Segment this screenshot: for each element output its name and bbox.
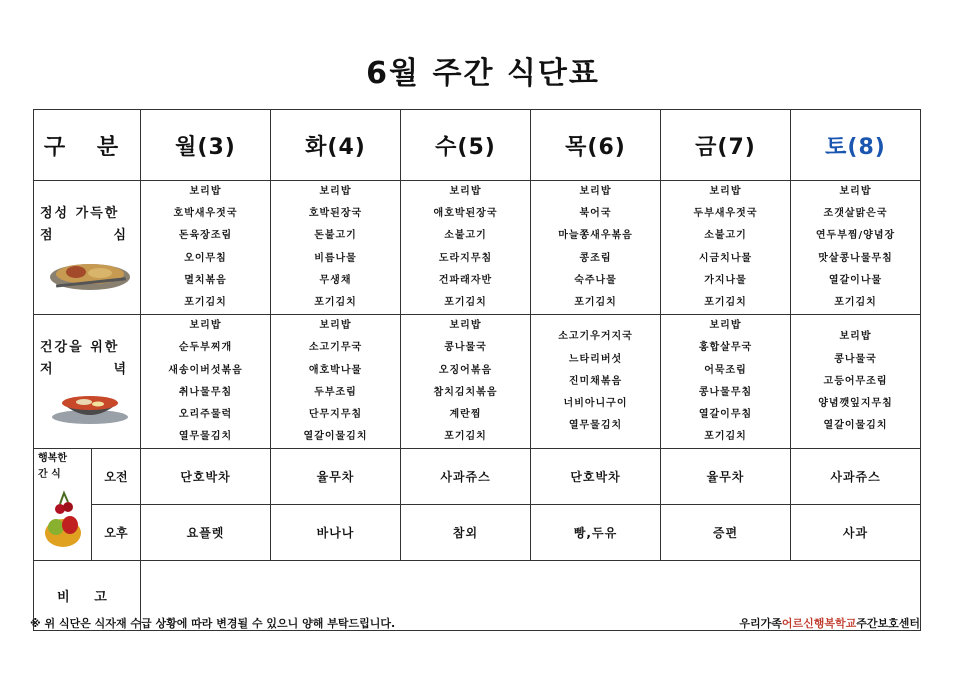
menu-item: 홍합살무국 bbox=[698, 342, 753, 354]
footer-note: ※ 위 식단은 식자재 수급 상황에 따라 변경될 수 있으니 양해 부탁드립니다. bbox=[30, 617, 396, 630]
menu-item: 포기김치 bbox=[184, 297, 227, 309]
menu-item: 콩나물국 bbox=[834, 353, 877, 365]
dinner-mon bbox=[141, 315, 271, 449]
snack-label-line2: 간 식 bbox=[38, 469, 61, 481]
remarks-label: 비 고 bbox=[34, 561, 141, 631]
menu-item: 취나물무침 bbox=[178, 386, 233, 398]
menu-item: 보리밥 bbox=[449, 320, 482, 332]
menu-item: 양념깻잎지무침 bbox=[818, 397, 893, 409]
menu-item: 숙주나물 bbox=[574, 274, 617, 286]
menu-item: 포기김치 bbox=[444, 297, 487, 309]
dinner-label-a: 저 bbox=[40, 361, 55, 377]
footer-organization bbox=[739, 615, 920, 631]
menu-item: 열갈이무침 bbox=[698, 409, 753, 421]
lunch-label-b: 심 bbox=[113, 227, 129, 243]
org-prefix: 우리가족 bbox=[739, 617, 782, 630]
header-row bbox=[34, 110, 921, 181]
snack-afternoon-sat: 사과 bbox=[791, 505, 921, 561]
day-header-sat: 토(8) bbox=[791, 110, 921, 181]
menu-item: 도라지무침 bbox=[438, 252, 493, 264]
lunch-tue bbox=[271, 181, 401, 315]
lunch-sat bbox=[791, 181, 921, 315]
dinner-tue bbox=[271, 315, 401, 449]
menu-item: 보리밥 bbox=[709, 186, 742, 197]
menu-item: 포기김치 bbox=[444, 431, 487, 443]
snack-afternoon-label: 오후 bbox=[92, 505, 141, 561]
category-header: 구 분 bbox=[34, 110, 141, 181]
menu-item: 참치김치볶음 bbox=[433, 386, 498, 398]
menu-item: 호박된장국 bbox=[308, 208, 363, 220]
menu-item: 마늘쫑새우볶음 bbox=[558, 230, 633, 242]
snack-morning-row bbox=[34, 449, 921, 505]
menu-item: 보리밥 bbox=[579, 186, 612, 197]
menu-item: 애호박나물 bbox=[308, 364, 363, 376]
menu-item: 돈육장조림 bbox=[178, 230, 233, 242]
menu-item: 건파래자반 bbox=[438, 274, 493, 286]
menu-item: 소고기무국 bbox=[308, 342, 363, 354]
snack-afternoon-wed: 참외 bbox=[401, 505, 531, 561]
menu-item: 멸치볶음 bbox=[184, 274, 227, 286]
snack-morning-fri: 율무차 bbox=[661, 449, 791, 505]
menu-item: 어묵조림 bbox=[704, 364, 747, 376]
menu-item: 소고기우거지국 bbox=[558, 331, 633, 343]
menu-item: 열갈이나물 bbox=[828, 274, 883, 286]
snack-afternoon-fri: 증편 bbox=[661, 505, 791, 561]
menu-item: 조갯살맑은국 bbox=[823, 208, 888, 220]
snack-morning-thu: 단호박차 bbox=[531, 449, 661, 505]
menu-item: 보리밥 bbox=[839, 186, 872, 197]
snack-morning-label: 오전 bbox=[92, 449, 141, 505]
day-header-mon: 월(3) bbox=[141, 110, 271, 181]
menu-item: 콩나물무침 bbox=[698, 386, 753, 398]
menu-table bbox=[33, 109, 921, 631]
lunch-wed bbox=[401, 181, 531, 315]
menu-item: 콩나물국 bbox=[444, 342, 487, 354]
menu-item: 두부새우젓국 bbox=[693, 208, 758, 220]
menu-item: 보리밥 bbox=[319, 320, 352, 332]
day-header-thu: 목(6) bbox=[531, 110, 661, 181]
menu-item: 보리밥 bbox=[709, 320, 742, 332]
dinner-row bbox=[34, 315, 921, 449]
menu-item: 포기김치 bbox=[574, 297, 617, 309]
menu-item: 포기김치 bbox=[834, 297, 877, 309]
menu-item: 맛살콩나물무침 bbox=[818, 252, 893, 264]
menu-item: 계란찜 bbox=[449, 409, 482, 421]
snack-afternoon-thu: 빵,두유 bbox=[531, 505, 661, 561]
day-header-fri: 금(7) bbox=[661, 110, 791, 181]
menu-item: 보리밥 bbox=[319, 186, 352, 197]
org-suffix: 주간보호센터 bbox=[856, 617, 920, 630]
menu-item: 열갈이물김치 bbox=[823, 420, 888, 432]
menu-item: 포기김치 bbox=[314, 297, 357, 309]
dinner-wed bbox=[401, 315, 531, 449]
dinner-label-b: 녁 bbox=[113, 361, 129, 377]
menu-item: 열무물김치 bbox=[178, 431, 233, 443]
menu-item: 가지나물 bbox=[704, 274, 747, 286]
menu-item: 느타리버섯 bbox=[568, 353, 623, 365]
menu-item: 단무지무침 bbox=[308, 409, 363, 421]
menu-item: 포기김치 bbox=[704, 431, 747, 443]
dinner-fri bbox=[661, 315, 791, 449]
meal-plate-image bbox=[48, 253, 132, 293]
menu-item: 너비아니구이 bbox=[563, 397, 628, 409]
snack-label-line1: 행복한 bbox=[38, 453, 67, 465]
menu-item: 돈불고기 bbox=[314, 230, 357, 242]
stew-pot-image bbox=[48, 387, 132, 427]
snack-afternoon-mon: 요플렛 bbox=[141, 505, 271, 561]
menu-item: 시금치나물 bbox=[698, 252, 753, 264]
menu-item: 보리밥 bbox=[839, 331, 872, 343]
snack-label bbox=[34, 449, 92, 561]
lunch-label-line1: 정성 가득한 bbox=[40, 205, 120, 221]
menu-item: 포기김치 bbox=[704, 297, 747, 309]
menu-item: 애호박된장국 bbox=[433, 208, 498, 220]
menu-item: 콩조림 bbox=[579, 252, 612, 264]
menu-item: 오리주물럭 bbox=[178, 409, 233, 421]
menu-item: 오이무침 bbox=[184, 252, 227, 264]
dinner-thu bbox=[531, 315, 661, 449]
menu-item: 호박새우젓국 bbox=[173, 208, 238, 220]
snack-morning-sat: 사과쥬스 bbox=[791, 449, 921, 505]
menu-item: 두부조림 bbox=[314, 386, 357, 398]
day-header-tue: 화(4) bbox=[271, 110, 401, 181]
dinner-label bbox=[34, 315, 141, 449]
lunch-label bbox=[34, 181, 141, 315]
day-header-wed: 수(5) bbox=[401, 110, 531, 181]
menu-item: 무생채 bbox=[319, 274, 352, 286]
fruit-image bbox=[40, 487, 86, 553]
menu-item: 열갈이물김치 bbox=[303, 431, 368, 443]
menu-item: 열무물김치 bbox=[568, 420, 623, 432]
dinner-sat bbox=[791, 315, 921, 449]
lunch-thu bbox=[531, 181, 661, 315]
menu-item: 소불고기 bbox=[444, 230, 487, 242]
menu-item: 오징어볶음 bbox=[438, 364, 493, 376]
lunch-fri bbox=[661, 181, 791, 315]
menu-item: 연두부찜/양념장 bbox=[815, 230, 896, 242]
menu-item: 진미채볶음 bbox=[568, 375, 623, 387]
menu-item: 순두부찌개 bbox=[178, 342, 233, 354]
lunch-label-a: 점 bbox=[40, 227, 55, 243]
menu-item: 새송이버섯볶음 bbox=[168, 364, 243, 376]
snack-morning-wed: 사과쥬스 bbox=[401, 449, 531, 505]
snack-morning-tue: 율무차 bbox=[271, 449, 401, 505]
menu-item: 고등어무조림 bbox=[823, 375, 888, 387]
org-accent: 어르신행복학교 bbox=[781, 617, 857, 630]
lunch-row bbox=[34, 181, 921, 315]
snack-afternoon-row bbox=[34, 505, 921, 561]
menu-item: 북어국 bbox=[579, 208, 612, 220]
dinner-label-line1: 건강을 위한 bbox=[40, 339, 120, 355]
lunch-mon bbox=[141, 181, 271, 315]
menu-item: 보리밥 bbox=[189, 186, 222, 197]
snack-morning-mon: 단호박차 bbox=[141, 449, 271, 505]
snack-afternoon-tue: 바나나 bbox=[271, 505, 401, 561]
page-title: 6월 주간 식단표 bbox=[366, 56, 600, 91]
menu-item: 비름나물 bbox=[314, 252, 357, 264]
menu-item: 보리밥 bbox=[449, 186, 482, 197]
menu-item: 보리밥 bbox=[189, 320, 222, 332]
menu-item: 소불고기 bbox=[704, 230, 747, 242]
